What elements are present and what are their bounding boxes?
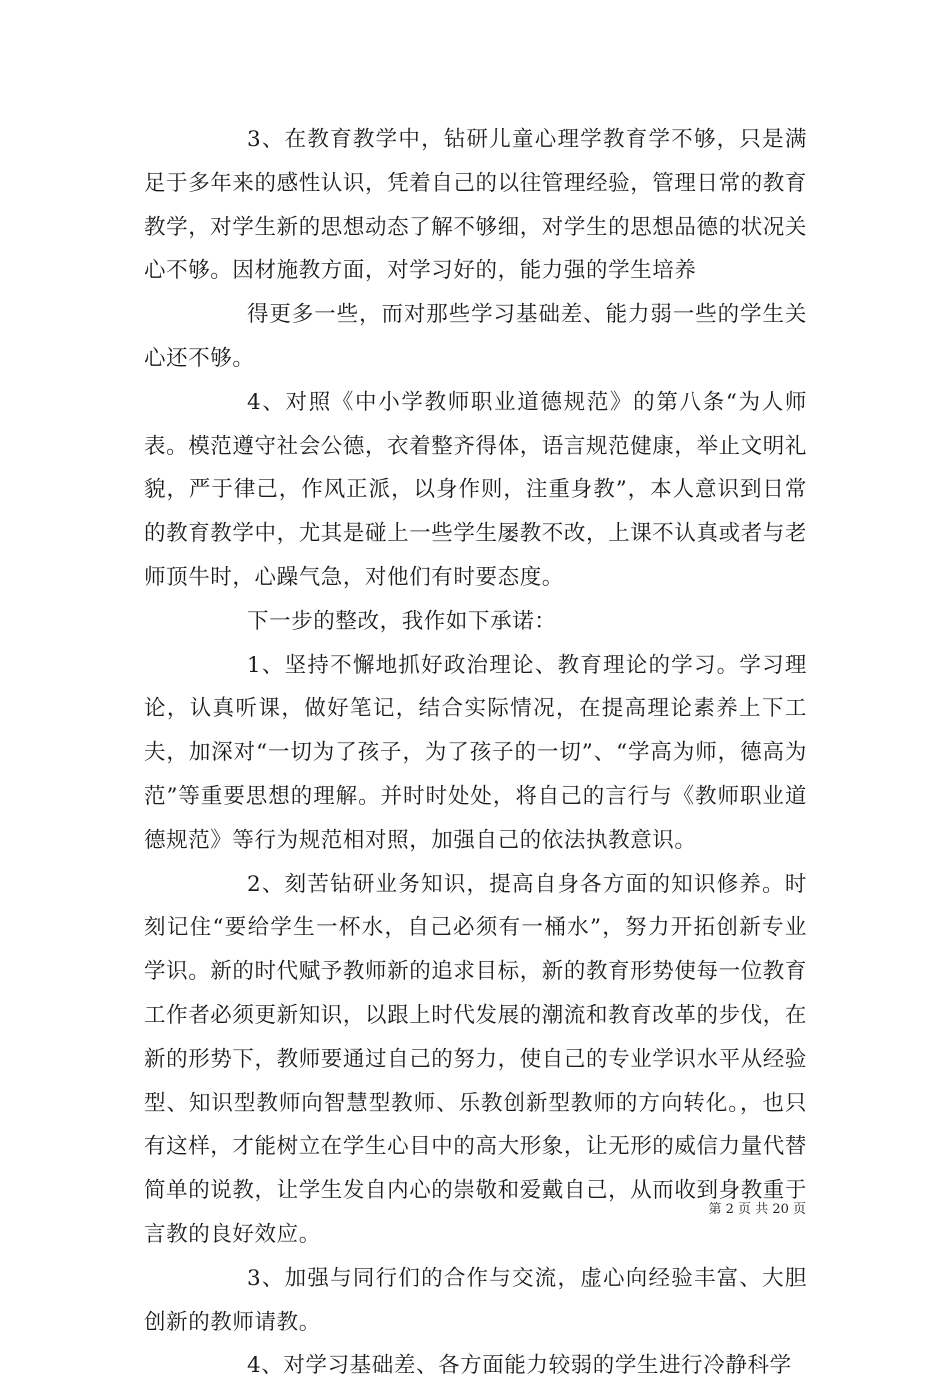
paragraph-commitment-4: 4、对学习基础差、各方面能力较弱的学生进行冷静科学 bbox=[247, 1353, 792, 1379]
paragraph-continuation: 得更多一些，而对那些学习基础差、能力弱一些的学生关心还不够。 bbox=[144, 302, 807, 371]
paragraph-commitment-1: 1、坚持不懈地抓好政治理论、教育理论的学习。学习理论，认真听课，做好笔记，结合实际情况，在提高理论素养上下工夫，加深对“一切为了孩子，为了孩子的一切”、“学高为师，德高为范”等重要思想的理解。并时时处处，将自己的言行与《教师职业道德规范》等行为规范相对照，加强自己的依法执教意识。 bbox=[144, 652, 807, 853]
paragraph-commitment-2: 2、刻苦钻研业务知识，提高自身各方面的知识修养。时刻记住“要给学生一杯水，自己必须有一桶水”，努力开拓创新专业学识。新的时代赋予教师新的追求目标，新的教育形势使每一位教育工作者必须更新知识，以跟上时代发展的潮流和教育改革的步伐，在新的形势下，教师要通过自己的努力，使自己的专业学识水平从经验型、知识型教师向智慧型教师、乐教创新型教师的方向转化。，也只有这样，才能树立在学生心目中的高大形象，让无形的威信力量代替简单的说教，让学生发自内心的崇敬和爱戴自己，从而收到身教重于言教的良好效应。 bbox=[144, 871, 808, 1247]
paragraph-commitment-3: 3、加强与同行们的合作与交流，虚心向经验丰富、大胆创新的教师请教。 bbox=[144, 1265, 807, 1335]
page-number-footer: 第 2 页 共 20 页 bbox=[708, 1202, 806, 1217]
paragraph-commitment-intro: 下一步的整改，我作如下承诺： bbox=[247, 608, 557, 634]
document-body bbox=[144, 118, 807, 1388]
paragraph-item-4-code-of-conduct: 4、对照《中小学教师职业道德规范》的第八条“为人师表。模范遵守社会公德，衣着整齐得体，语言规范健康，举止文明礼貌，严于律己，作风正派，以身作则，注重身教”，本人意识到日常的教育教学中，尤其是碰上一些学生屡教不改，上课不认真或者与老师顶牛时，心躁气急，对他们有时要态度。 bbox=[144, 389, 808, 590]
paragraph-item-3-child-psychology: 3、在教育教学中，钻研儿童心理学教育学不够，只是满足于多年来的感性认识，凭着自己的以往管理经验，管理日常的教育教学，对学生新的思想动态了解不够细，对学生的思想品德的状况关心不够。因材施教方面，对学习好的，能力强的学生培养 bbox=[144, 127, 808, 284]
